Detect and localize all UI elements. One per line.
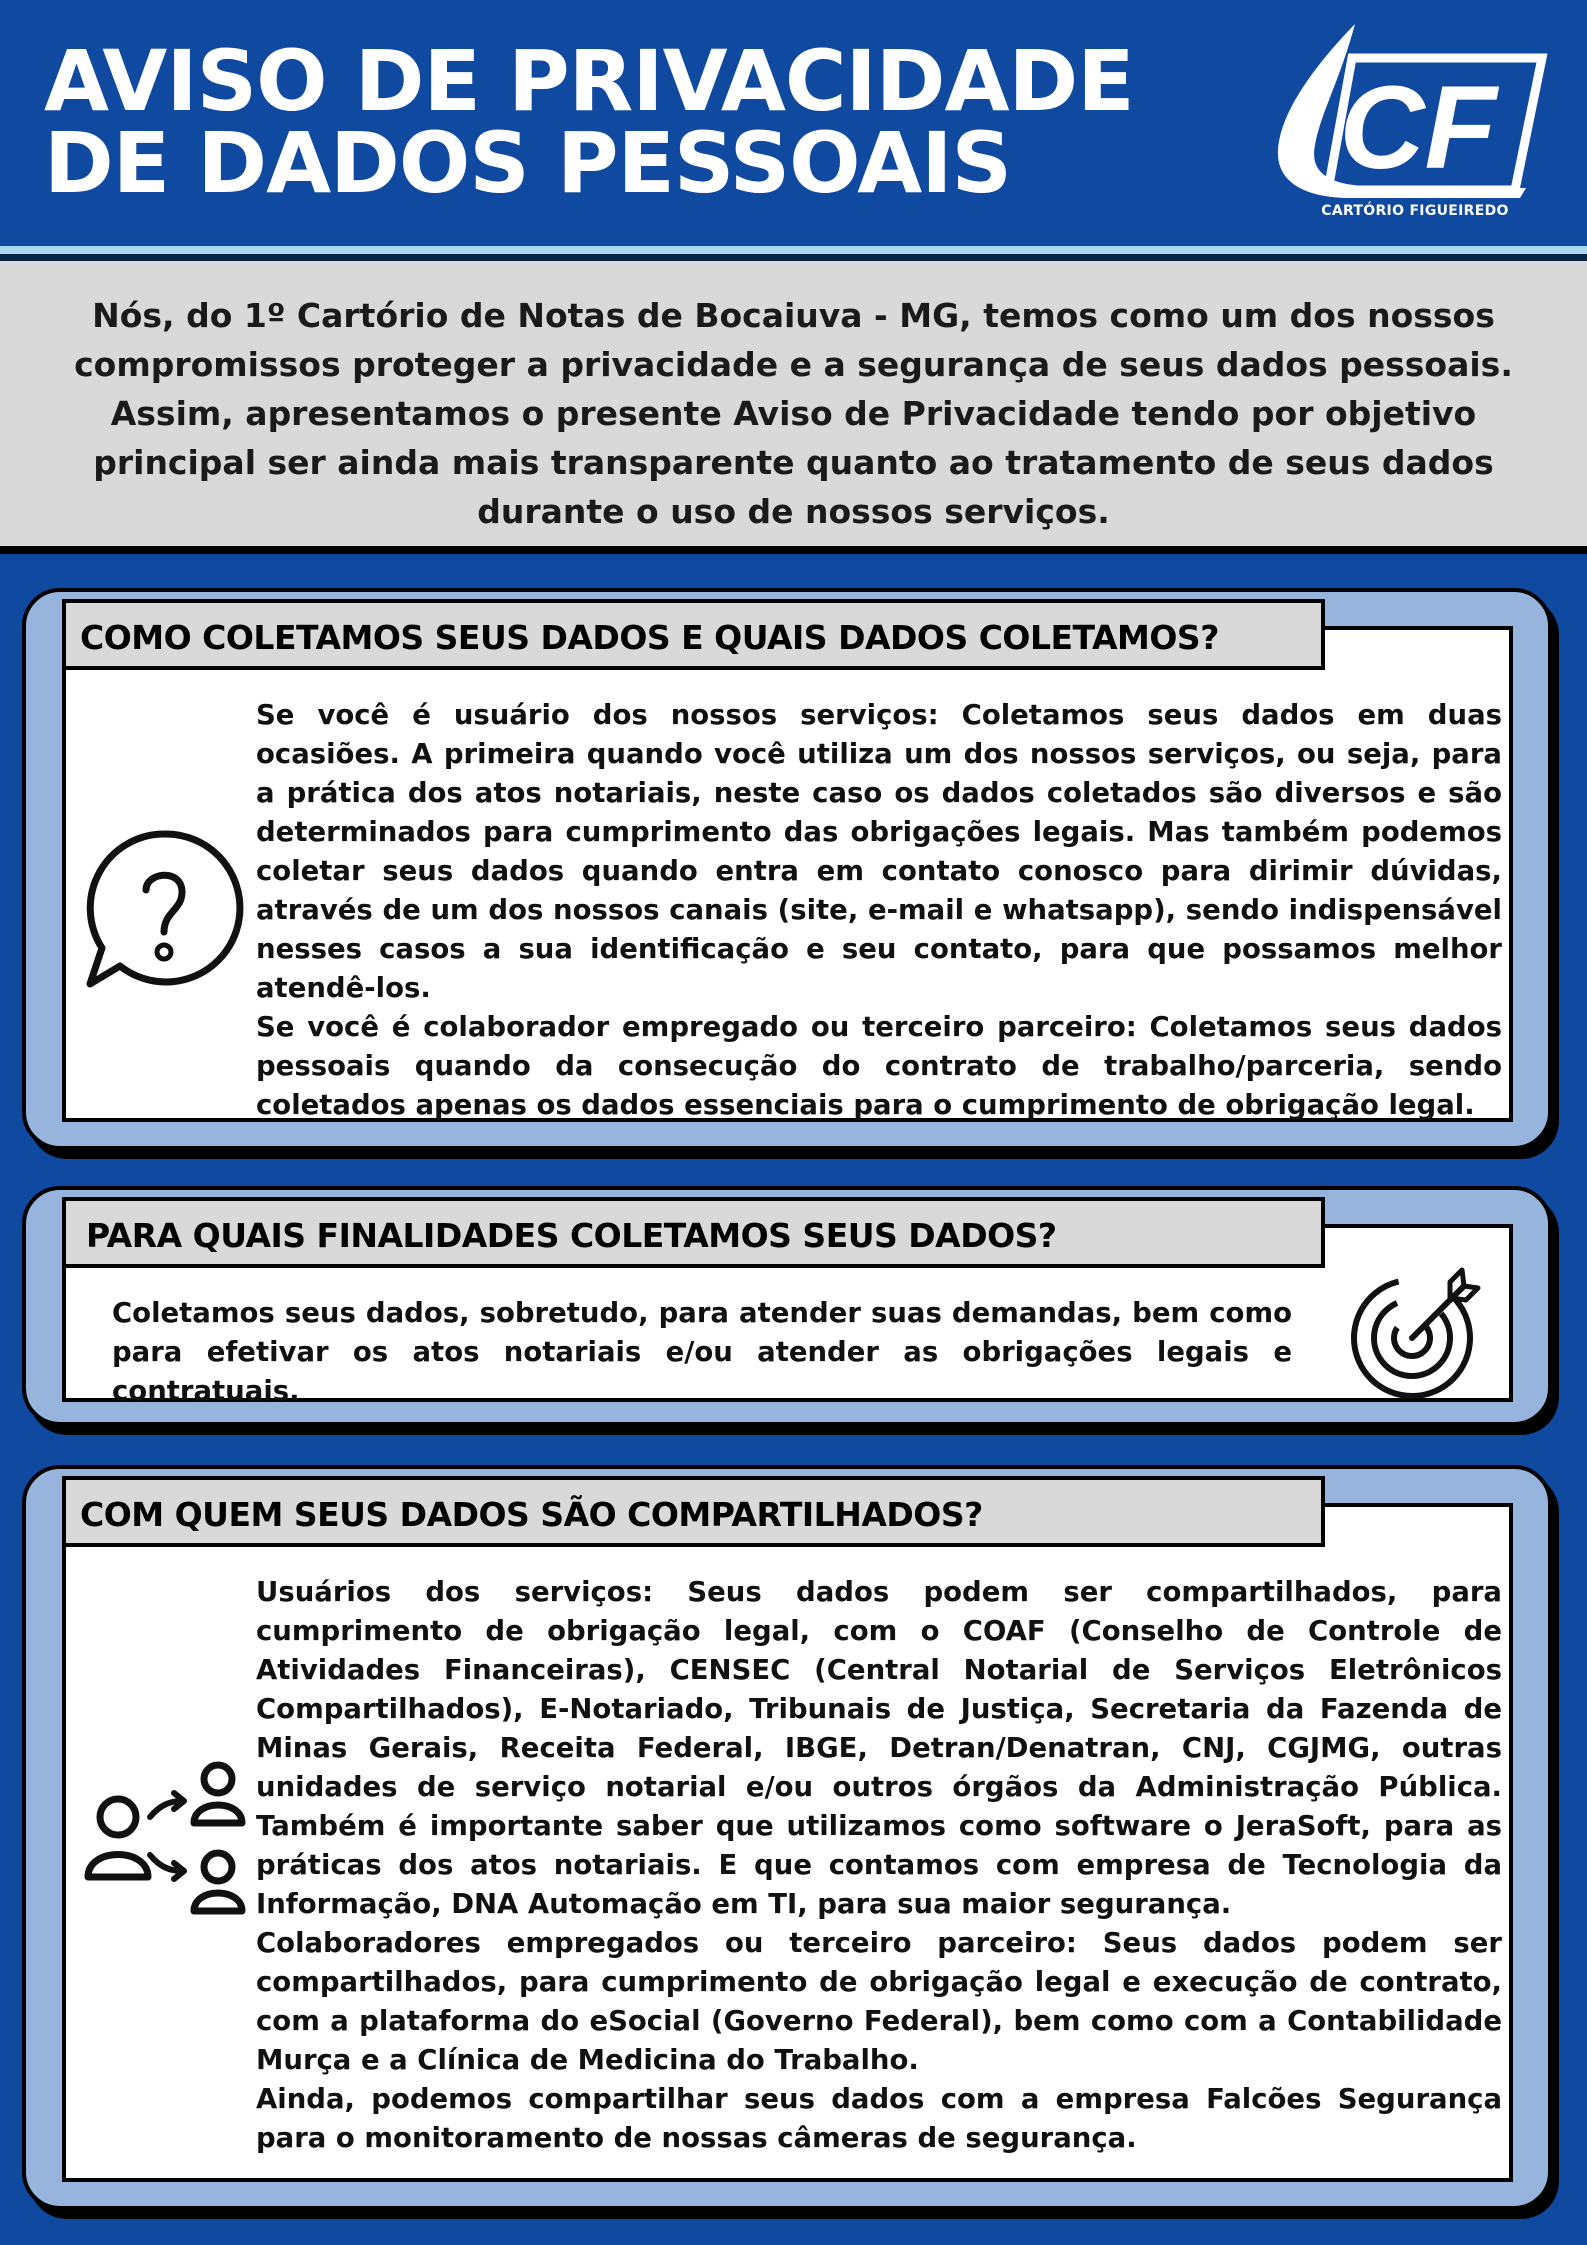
section-heading: COMO COLETAMOS SEUS DADOS E QUAIS DADOS COLETAMOS? <box>62 599 1325 670</box>
section-paragraph: Ainda, podemos compartilhar seus dados com a empresa Falcões Segurança para o monitoramento de nossas câmeras de segurança. <box>256 2083 1502 2154</box>
section-paragraph: Coletamos seus dados, sobretudo, para atender suas demandas, bem como para efetivar os atos notariais e/ou atender as obrigações legais e contratuais. <box>112 1297 1292 1407</box>
cartorio-figueiredo-logo <box>1270 20 1550 225</box>
section-paragraph: Colaboradores empregados ou terceiro parceiro: Seus dados podem ser compartilhados, para cumprimento de obrigação legal e execução de contrato, com a plataforma do eSocial (Governo Federal), bem como com a Contabilidade Murça e a Clínica de Medicina do Trabalho. <box>256 1927 1502 2076</box>
logo-text: CF <box>1339 62 1497 194</box>
section-heading: COM QUEM SEUS DADOS SÃO COMPARTILHADOS? <box>62 1476 1325 1547</box>
logo-caption: CARTÓRIO FIGUEIREDO <box>1321 203 1509 219</box>
target-icon <box>1346 1262 1486 1402</box>
section-body-text <box>112 1294 1292 1411</box>
page-title-line-2: DE DADOS PESSOAIS <box>44 114 1012 212</box>
share-users-icon <box>78 1759 258 1929</box>
section-paragraph: Se você é colaborador empregado ou terceiro parceiro: Coletamos seus dados pessoais quando da consecução do contrato de trabalho/parceria, sendo coletados apenas os dados essenciais para o cumprimento de obrigação legal. <box>256 1011 1502 1121</box>
section-body-text <box>256 1573 1502 2158</box>
section-data-sharing <box>22 1465 1552 2210</box>
section-body-text <box>256 696 1502 1125</box>
header <box>0 0 1587 245</box>
header-divider-light <box>0 246 1587 254</box>
section-purposes <box>22 1186 1552 1426</box>
section-data-collection <box>22 588 1552 1150</box>
page-title <box>44 32 1134 212</box>
section-paragraph: Se você é usuário dos nossos serviços: Coletamos seus dados em duas ocasiões. A primeira quando você utiliza um dos nossos serviços, ou seja, para a prática dos atos notariais, neste caso os dados coletados são diversos e são determinados para cumprimento das obrigações legais. Mas também podemos coletar seus dados quando entra em contato conosco para dirimir dúvidas, através de um dos nossos canais (site, e-mail e whatsapp), sendo indispensável nesses casos a sua identificação e seu contato, para que possamos melhor atendê-los. <box>256 699 1502 1004</box>
intro-statement: Nós, do 1º Cartório de Notas de Bocaiuva - MG, temos como um dos nossos compromissos proteger a privacidade e a segurança de seus dados pessoais. Assim, apresentamos o presente Aviso de Privacidade tendo por objetivo principal ser ainda mais transparente quanto ao tratamento de seus dados durante o uso de nossos serviços. <box>0 261 1587 554</box>
section-heading: PARA QUAIS FINALIDADES COLETAMOS SEUS DADOS? <box>62 1197 1325 1268</box>
page-title-line-1: AVISO DE PRIVACIDADE <box>44 32 1134 130</box>
header-divider-dark <box>0 254 1587 261</box>
question-bubble-icon <box>80 824 248 994</box>
section-paragraph: Usuários dos serviços: Seus dados podem ser compartilhados, para cumprimento de obrigação legal, com o COAF (Conselho de Controle de Atividades Financeiras), CENSEC (Central Notarial de Serviços Eletrônicos Compartilhados), E-Notariado, Tribunais de Justiça, Secretaria da Fazenda de Minas Gerais, Receita Federal, IBGE, Detran/Denatran, CNJ, CGJMG, outras unidades de serviço notarial e/ou outros órgãos da Administração Pública. Também é importante saber que utilizamos como software o JeraSoft, para as práticas dos atos notariais. E que contamos com empresa de Tecnologia da Informação, DNA Automação em TI, para sua maior segurança. <box>256 1576 1502 1920</box>
